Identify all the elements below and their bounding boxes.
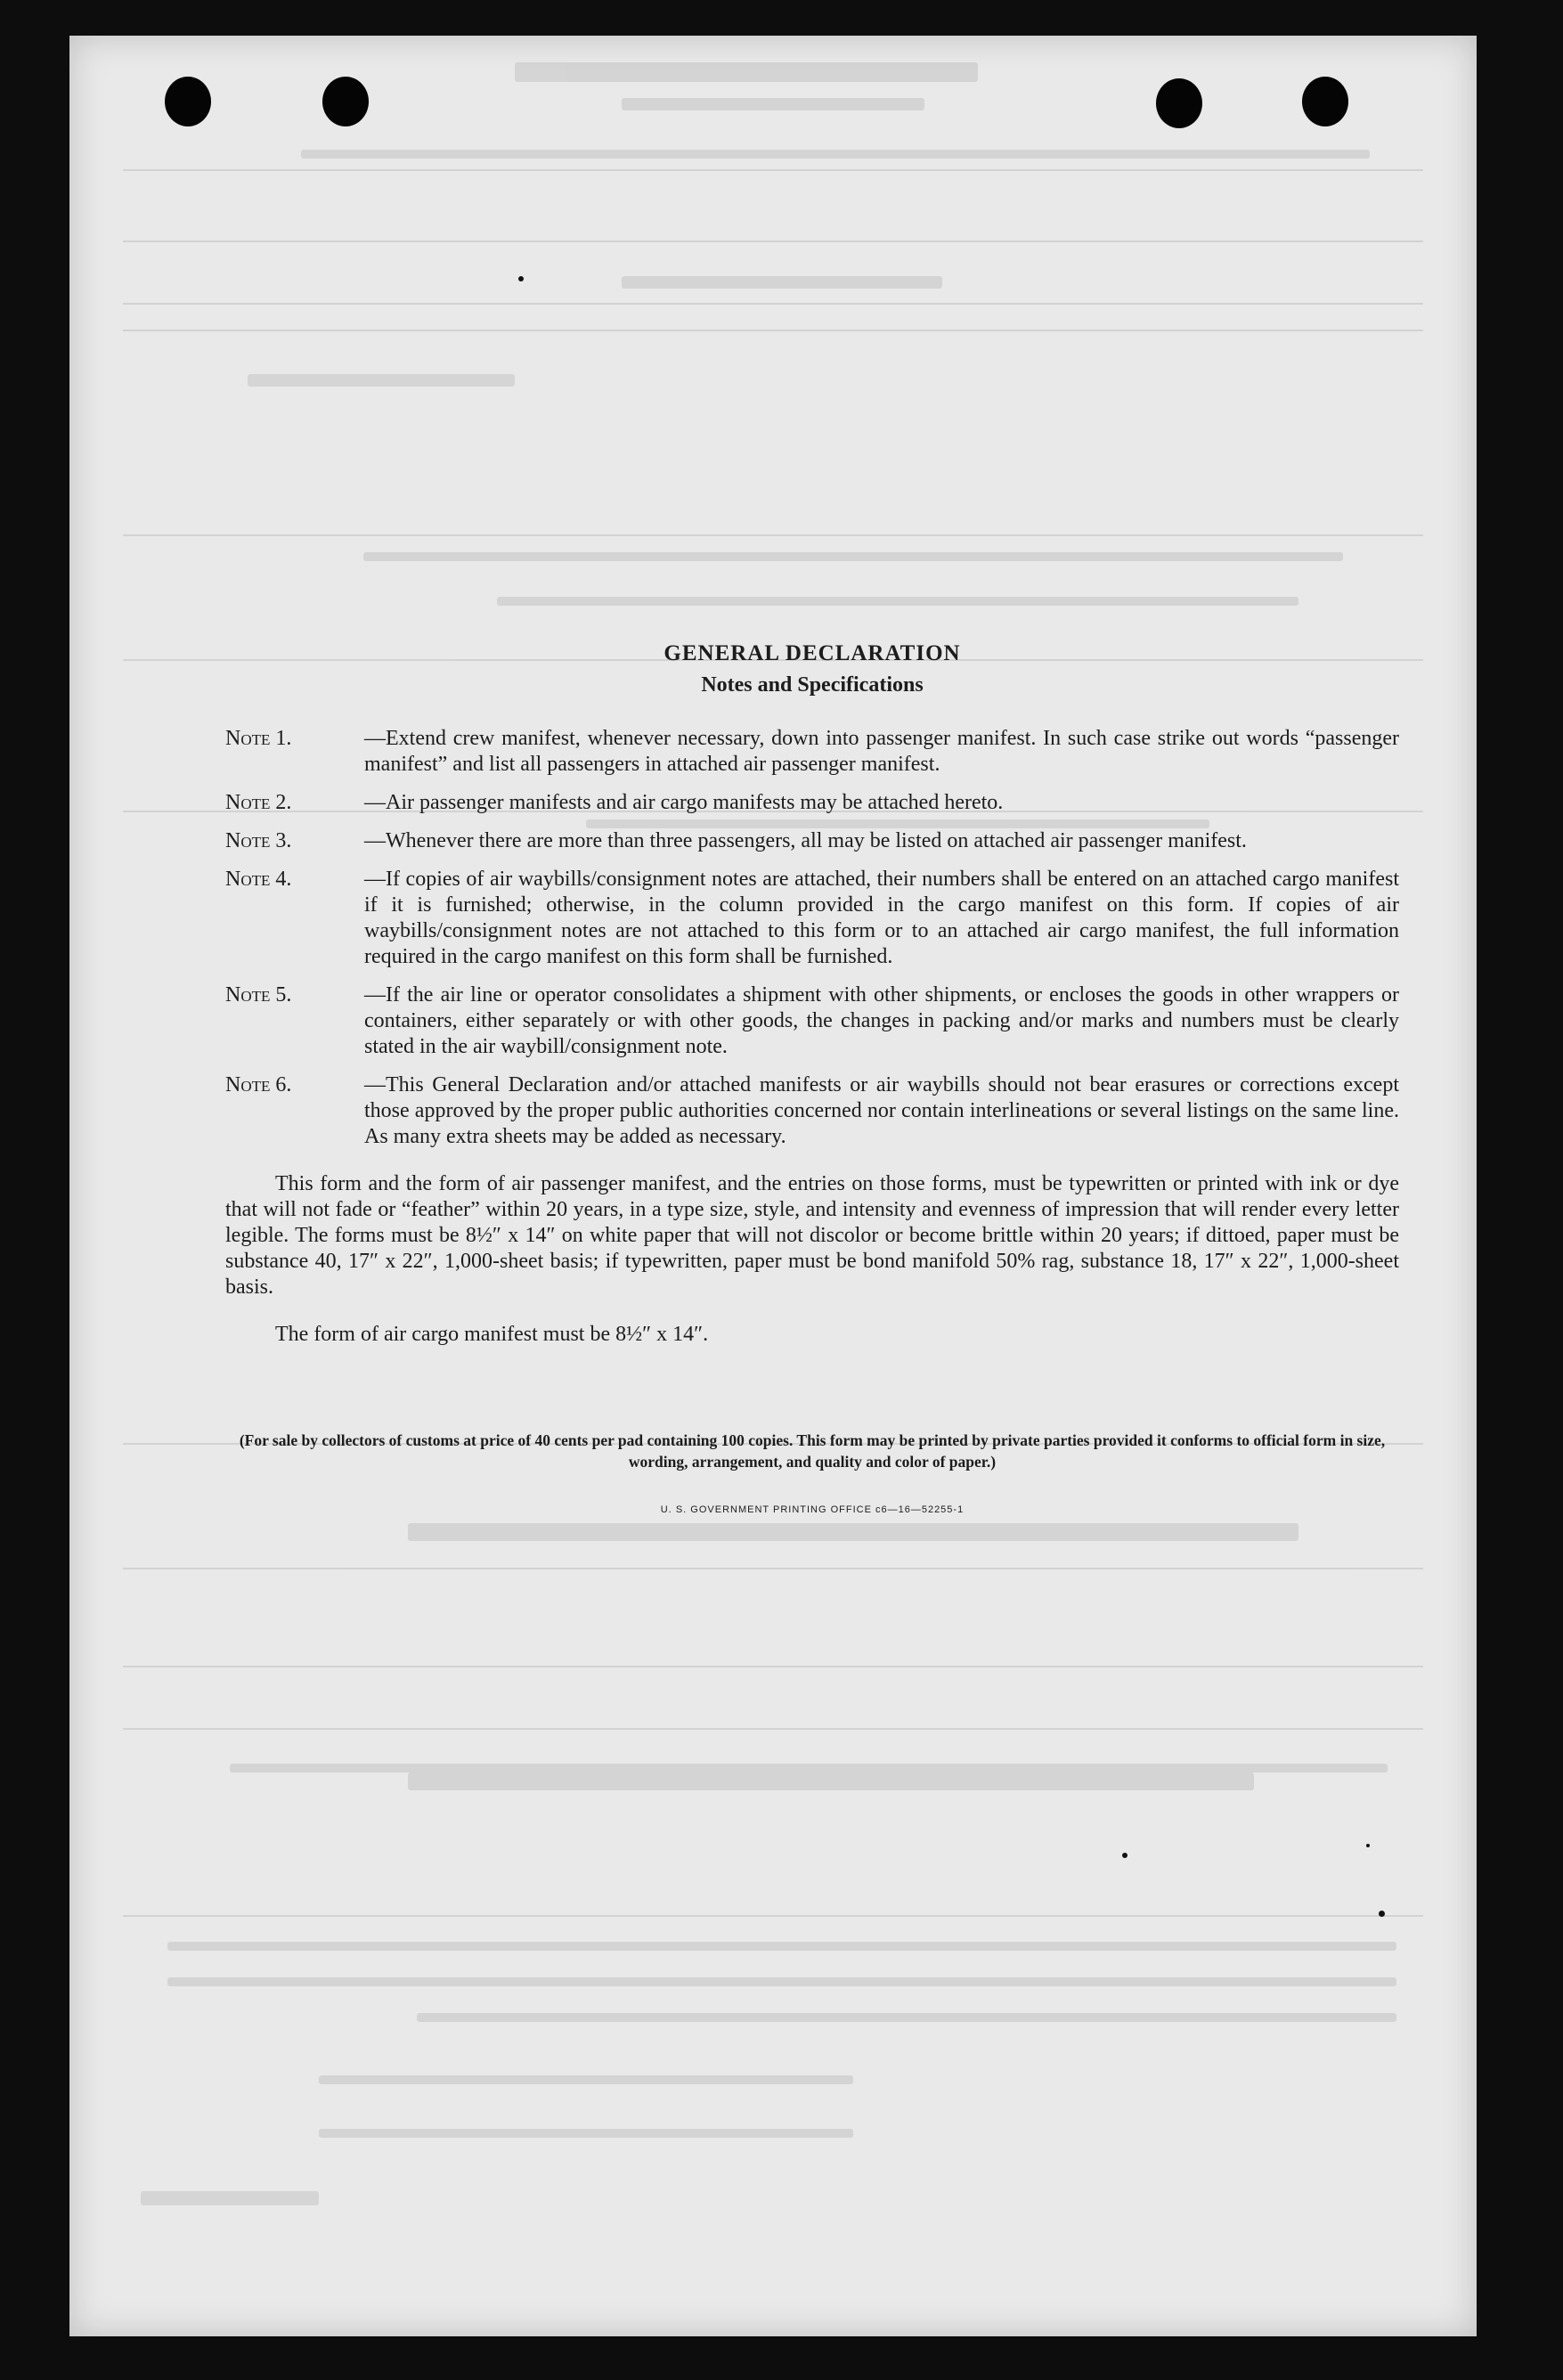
- punch-hole-right-2: [1302, 77, 1348, 126]
- document-title: GENERAL DECLARATION: [663, 641, 961, 665]
- note-5: [225, 982, 1399, 1060]
- note-text: —Air passenger manifests and air cargo manifests may be attached hereto.: [364, 791, 1004, 814]
- note-text: —This General Declaration and/or attached manifests or air waybills should not bear erasures or corrections except those approved by the proper public authorities concerned nor contain interlineations or several listings on the same line. As many extra sheets may be added as necessary.: [364, 1073, 1399, 1148]
- paper-speck: [1379, 1911, 1385, 1917]
- note-text: —Extend crew manifest, whenever necessary, down into passenger manifest. In such case strike out words “passenger manifest” and list all passengers in attached air passenger manifest.: [364, 727, 1399, 776]
- punch-hole-left-1: [165, 77, 211, 126]
- document-subtitle: Notes and Specifications: [701, 673, 924, 697]
- note-label: Note 5.: [225, 983, 292, 1007]
- note-label: Note 1.: [225, 727, 292, 750]
- note-2: [225, 790, 1399, 816]
- note-label: Note 4.: [225, 868, 292, 891]
- note-text: —Whenever there are more than three passengers, all may be listed on attached air passenger manifest.: [364, 829, 1247, 852]
- note-text: —If copies of air waybills/consignment notes are attached, their numbers shall be entered on an attached cargo manifest if it is furnished; otherwise, in the column provided in the cargo manifest on this form. If copies of air waybills/consignment notes are not attached to this form or to an attached air cargo manifest, the full information required in the cargo manifest on this form shall be furnished.: [364, 868, 1399, 968]
- note-1: [225, 726, 1399, 778]
- sale-notice: (For sale by collectors of customs at price of 40 cents per pad containing 100 copies. This form may be printed by private parties provided it conforms to official form in size, wording, arrangement, and quality and color of paper.): [239, 1431, 1386, 1471]
- note-3: [225, 828, 1399, 854]
- printer-line: U. S. GOVERNMENT PRINTING OFFICE c6—16—52255-1: [660, 1504, 965, 1515]
- notes-and-specifications: [225, 606, 1399, 1515]
- note-label: Note 3.: [225, 829, 292, 852]
- paper-speck: [1122, 1853, 1127, 1858]
- note-label: Note 2.: [225, 791, 292, 814]
- note-label: Note 6.: [225, 1073, 292, 1096]
- punch-hole-right-1: [1156, 78, 1202, 128]
- paper-speck: [518, 276, 524, 281]
- cargo-manifest-size-note: The form of air cargo manifest must be 8½″ x 14″.: [275, 1323, 709, 1346]
- note-6: [225, 1072, 1399, 1150]
- punch-hole-left-2: [322, 77, 369, 126]
- form-requirements-paragraph: This form and the form of air passenger manifest, and the entries on those forms, must be typewritten or printed with ink or dye that will not fade or “feather” within 20 years, in a type size, style, and intensity and evenness of impression that will render every letter legible. The forms must be 8½″ x 14″ on white paper that will not discolor or become brittle within 20 years; if dittoed, paper must be substance 40, 17″ x 22″, 1,000-sheet basis; if typewritten, paper must be bond manifold 50% rag, substance 18, 17″ x 22″, 1,000-sheet basis.: [225, 1172, 1399, 1299]
- paper-speck: [1366, 1844, 1370, 1847]
- note-text: —If the air line or operator consolidates a shipment with other shipments, or encloses the goods in other wrappers or containers, either separately or with other goods, the changes in packing and/or marks and numbers must be clearly stated in the air waybill/consignment note.: [364, 983, 1399, 1058]
- document-page: [69, 36, 1477, 2336]
- note-4: [225, 867, 1399, 970]
